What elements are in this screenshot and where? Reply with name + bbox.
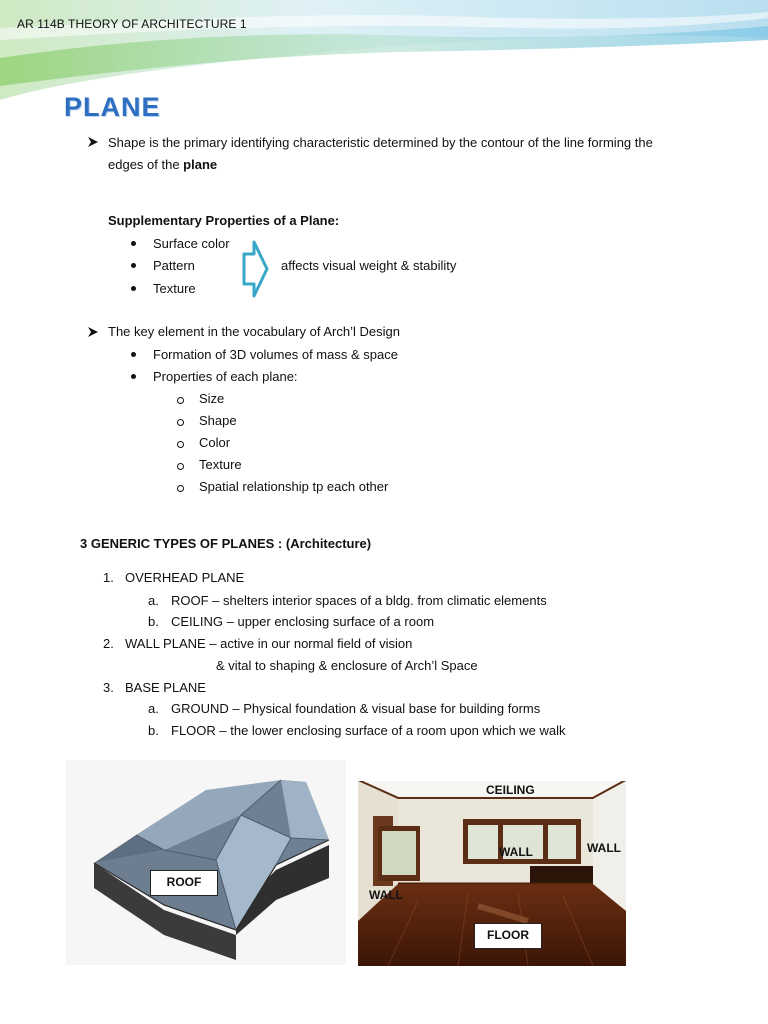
floor-label: FLOOR <box>474 923 542 949</box>
key-element-item: Properties of each plane: <box>153 369 298 384</box>
list-letter: b. <box>148 723 159 738</box>
list-number: 3. <box>103 680 114 695</box>
intro-line-2: edges of the plane <box>108 157 218 172</box>
supplementary-item: Surface color <box>153 236 230 251</box>
circle-bullet <box>177 419 184 426</box>
right-arrow-icon <box>240 240 270 298</box>
wall-label-back: WALL <box>499 845 533 859</box>
bullet-dot <box>131 263 136 268</box>
key-element-text: The key element in the vocabulary of Arch’l Design <box>108 324 400 339</box>
page-title: PLANE <box>64 92 161 122</box>
bullet-dot <box>131 352 136 357</box>
circle-bullet <box>177 397 184 404</box>
roof-illustration <box>66 760 346 965</box>
supplementary-effect: affects visual weight & stability <box>281 258 457 273</box>
ceiling-label: CEILING <box>486 783 535 797</box>
property-item: Texture <box>199 457 242 472</box>
supplementary-item: Texture <box>153 281 196 296</box>
type-overhead-ceiling: CEILING – upper enclosing surface of a room <box>171 614 435 629</box>
arrow-bullet-icon <box>88 327 98 337</box>
arrow-bullet-icon <box>88 137 98 147</box>
intro-line-1: Shape is the primary identifying characteristic determined by the contour of the line forming the <box>108 135 653 150</box>
type-base-floor: FLOOR – the lower enclosing surface of a room upon which we walk <box>171 723 566 738</box>
bullet-dot <box>131 286 136 291</box>
list-letter: a. <box>148 701 159 716</box>
list-number: 2. <box>103 636 114 651</box>
circle-bullet <box>177 441 184 448</box>
type-wall: WALL PLANE – active in our normal field of vision <box>125 636 413 651</box>
type-base-ground: GROUND – Physical foundation & visual base for building forms <box>171 701 541 716</box>
type-overhead-roof: ROOF – shelters interior spaces of a bldg. from climatic elements <box>171 593 547 608</box>
property-item: Shape <box>199 413 237 428</box>
property-item: Size <box>199 391 225 406</box>
bullet-dot <box>131 241 136 246</box>
supplementary-heading: Supplementary Properties of a Plane: <box>108 213 340 228</box>
type-base: BASE PLANE <box>125 680 206 695</box>
wall-label-right: WALL <box>587 841 621 855</box>
type-overhead: OVERHEAD PLANE <box>125 570 245 585</box>
supplementary-item: Pattern <box>153 258 195 273</box>
property-item: Color <box>199 435 231 450</box>
property-item: Spatial relationship tp each other <box>199 479 389 494</box>
list-number: 1. <box>103 570 114 585</box>
key-element-item: Formation of 3D volumes of mass & space <box>153 347 398 362</box>
list-letter: a. <box>148 593 159 608</box>
bullet-dot <box>131 374 136 379</box>
roof-label: ROOF <box>150 870 218 896</box>
circle-bullet <box>177 485 184 492</box>
list-letter: b. <box>148 614 159 629</box>
circle-bullet <box>177 463 184 470</box>
course-code: AR 114B THEORY OF ARCHITECTURE 1 <box>17 17 247 31</box>
types-heading: 3 GENERIC TYPES OF PLANES : (Architecture) <box>80 536 372 551</box>
intro-bold-term: plane <box>183 157 218 172</box>
type-wall-continued: & vital to shaping & enclosure of Arch’l Space <box>216 658 478 673</box>
wall-label-left: WALL <box>369 888 403 902</box>
